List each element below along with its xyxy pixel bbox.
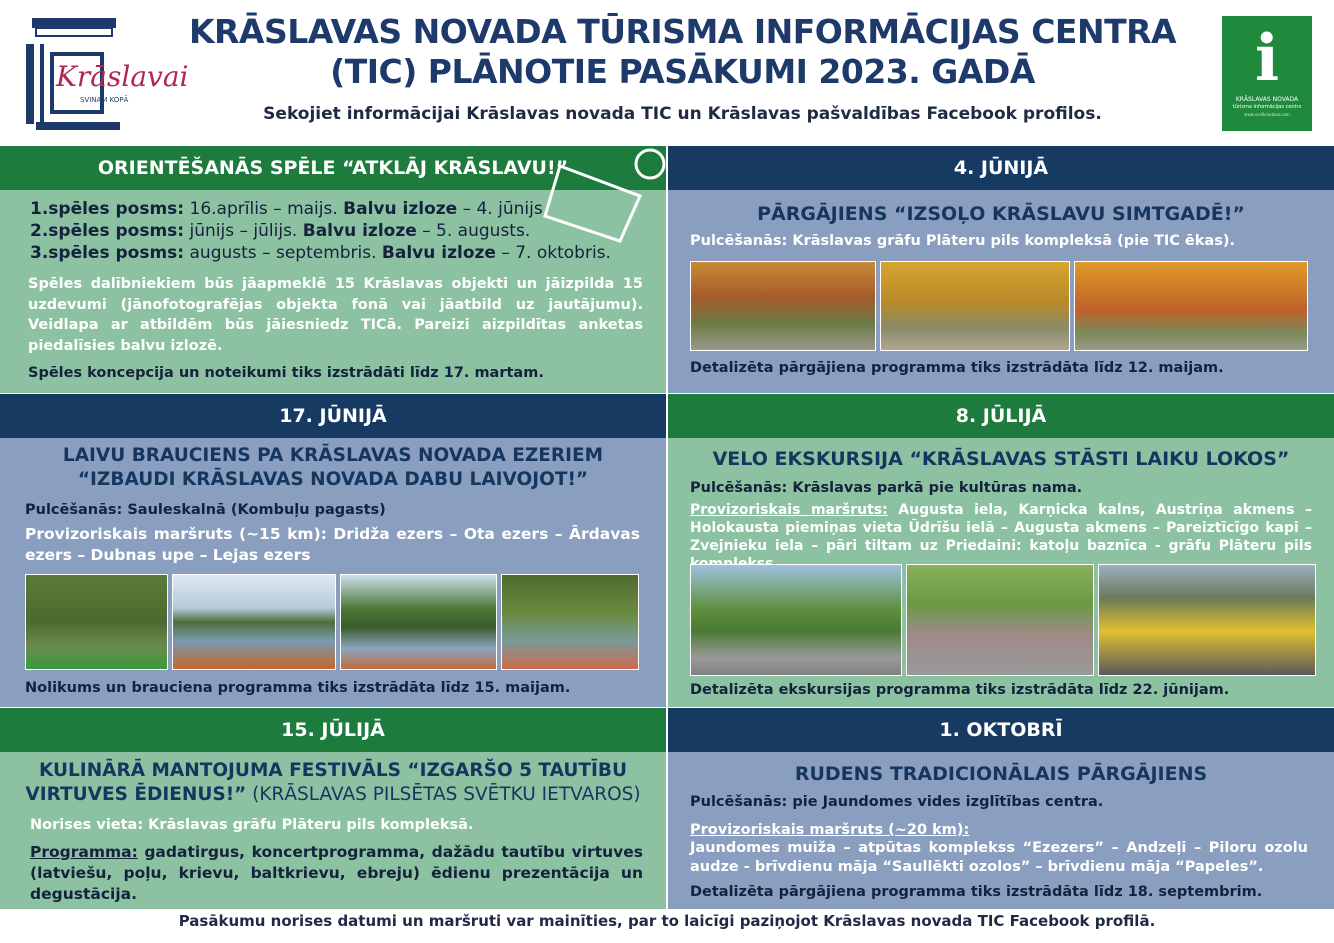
band-october1: 1. OKTOBRĪ <box>668 708 1334 752</box>
photo-hikers-forest <box>880 261 1070 351</box>
tic-info-logo <box>1222 16 1312 131</box>
footer-note: Pasākumu norises datumi un maršruti var mainīties, par to laicīgi paziņojot Krāslavas novada TIC Facebook profilā. <box>178 912 1156 930</box>
july15-venue: Norises vieta: Krāslavas grāfu Plāteru pils kompleksā. <box>30 817 474 833</box>
photo-kayak-green <box>25 574 168 670</box>
photo-cyclists-group <box>906 564 1094 676</box>
kraslava-logo <box>22 14 189 132</box>
tic-logo-line2: tūrisma informācijas centrs <box>1232 104 1302 110</box>
page-title <box>180 12 1185 92</box>
june17-title-line1: LAIVU BRAUCIENS PA KRĀSLAVAS NOVADA EZERIEM <box>62 445 604 466</box>
band-june4: 4. JŪNIJĀ <box>668 146 1334 190</box>
july8-note: Detalizēta ekskursijas programma tiks izstrādāta līdz 22. jūnijam. <box>690 682 1230 698</box>
june17-title <box>0 444 666 492</box>
tic-logo-line1: KRĀSLAVAS NOVADA <box>1235 96 1299 103</box>
panel-june4 <box>668 146 1334 393</box>
photo-kayak-paddlers <box>501 574 639 670</box>
june4-title: PĀRGĀJIENS “IZSOĻO KRĀSLAVU SIMTGADĒ!” <box>757 203 1245 225</box>
october1-meeting: Pulcēšanās: pie Jaundomes vides izglītības centra. <box>690 794 1104 810</box>
orienteering-note: Spēles koncepcija un noteikumi tiks izstrādāti līdz 17. martam. <box>28 365 544 381</box>
june4-note: Detalizēta pārgājiena programma tiks izstrādāta līdz 12. maijam. <box>690 360 1224 376</box>
stage-2: 2.spēles posms: jūnijs – jūlijs. Balvu izloze – 5. augusts. <box>30 221 531 241</box>
title-line-2: (TIC) PLĀNOTIE PASĀKUMI 2023. GADĀ <box>330 52 1035 91</box>
july15-title <box>0 759 666 807</box>
info-icon: i <box>1254 21 1280 96</box>
photo-hikers-house <box>1074 261 1308 351</box>
july15-title-line1: KULINĀRĀ MANTOJUMA FESTIVĀLS “IZGARŠO 5 TAUTĪBU <box>38 760 628 781</box>
june17-note: Nolikums un brauciena programma tiks izstrādāta līdz 15. maijam. <box>25 680 571 696</box>
panel-orienteering <box>0 146 666 393</box>
july8-route: Provizoriskais maršruts: Augusta iela, Karņicka kalns, Austriņa akmens – Holokausta piemiņas vieta Ūdrīšu ielā – Augusta akmens – Pareiztīcīgo kapi – Zvejnieku iela – pāri tiltam uz Priedaini: katoļu baznīca - grāfu Plāteru pils <box>690 502 1312 554</box>
october1-route-label: Provizoriskais maršruts (~20 km): <box>690 822 970 838</box>
june4-photos <box>690 261 1308 351</box>
band-orienteering: ORIENTĒŠANĀS SPĒLE “ATKLĀJ KRĀSLAVU!” <box>0 146 666 190</box>
panel-july8 <box>668 394 1334 707</box>
photo-kayaks-lake <box>172 574 336 670</box>
photo-cyclists-street <box>690 564 902 676</box>
photo-cyclists-portrait <box>1098 564 1316 676</box>
july8-title: VELO EKSKURSIJA “KRĀSLAVAS STĀSTI LAIKU LOKOS” <box>712 448 1290 470</box>
july15-program: Programma: gadatirgus, koncertprogramma, dažādu tautību virtuves (latviešu, poļu, krievu, baltkrievu, ebreju) ēdienu prezentācija un degustācija. <box>30 843 643 903</box>
july8-photos <box>690 564 1316 676</box>
stage-list <box>30 198 630 264</box>
june17-meeting: Pulcēšanās: Sauleskalnā (Kombuļu pagasts) <box>25 502 386 518</box>
panel-october1 <box>668 708 1334 909</box>
photo-hikers-street <box>690 261 876 351</box>
june17-title-line2: “IZBAUDI KRĀSLAVAS NOVADA DABU LAIVOJOT!” <box>77 469 589 490</box>
panel-july15 <box>0 708 666 909</box>
svg-text:SVINAM KOPĀ: SVINAM KOPĀ <box>80 96 129 104</box>
band-june17: 17. JŪNIJĀ <box>0 394 666 438</box>
june4-meeting: Pulcēšanās: Krāslavas grāfu Plāteru pils kompleksā (pie TIC ēkas). <box>690 233 1235 249</box>
october1-title: RUDENS TRADICIONĀLAIS PĀRGĀJIENS <box>794 763 1208 785</box>
stage-3: 3.spēles posms: augusts – septembris. Balvu izloze – 7. oktobris. <box>30 243 611 263</box>
header <box>0 0 1334 145</box>
june17-photos <box>25 574 639 670</box>
october1-note: Detalizēta pārgājiena programma tiks izstrādāta līdz 18. septembrim. <box>690 884 1263 900</box>
stage-1: 1.spēles posms: 16.aprīlis – maijs. Balvu izloze – 4. jūnijs <box>30 199 543 219</box>
page-subtitle: Sekojiet informācijai Krāslavas novada TIC un Krāslavas pašvaldības Facebook profilos. <box>263 104 1102 124</box>
july8-meeting: Pulcēšanās: Krāslavas parkā pie kultūras nama. <box>690 480 1083 496</box>
june17-route: Provizoriskais maršruts (~15 km): Dridža ezers – Ota ezers – Ārdavas ezers – Dubnas upe – Lejas ezers <box>25 525 640 564</box>
photo-kayaks-river <box>340 574 497 670</box>
panel-june17 <box>0 394 666 707</box>
band-july8: 8. JŪLIJĀ <box>668 394 1334 438</box>
band-july15: 15. JŪLIJĀ <box>0 708 666 752</box>
october1-route: Jaundomes muiža – atpūtas komplekss “Ezezers” – Andzeļi – Piloru ozolu audze - brīvdienu māja “Saullēkti ozolos” – brīvdienu māja “Papeles”. <box>690 840 1308 875</box>
orienteering-description: Spēles dalībniekiem būs jāapmeklē 15 Krāslavas objekti un jāizpilda 15 uzdevumi (jānofotografējas objekta fonā vai jāatbild uz jautājumu). Veidlapa ar atbildēm būs jāiesniedz TICā. Pareizi aizpildītas anketas piedalīsies balvu izlozē. <box>28 276 643 354</box>
title-line-1: KRĀSLAVAS NOVADA TŪRISMA INFORMĀCIJAS CENTRA <box>188 12 1177 51</box>
july15-program-label: Programma: <box>30 843 138 861</box>
july15-title-line2: VIRTUVES ĒDIENUS!” (KRĀSLAVAS PILSĒTAS SVĒTKU IETVAROS) <box>25 784 641 805</box>
tic-logo-line3: www.visitkraslava.com <box>1244 112 1290 117</box>
svg-text:Krāslavai: Krāslavai <box>56 60 189 93</box>
july8-route-label: Provizoriskais maršruts: <box>690 502 888 518</box>
